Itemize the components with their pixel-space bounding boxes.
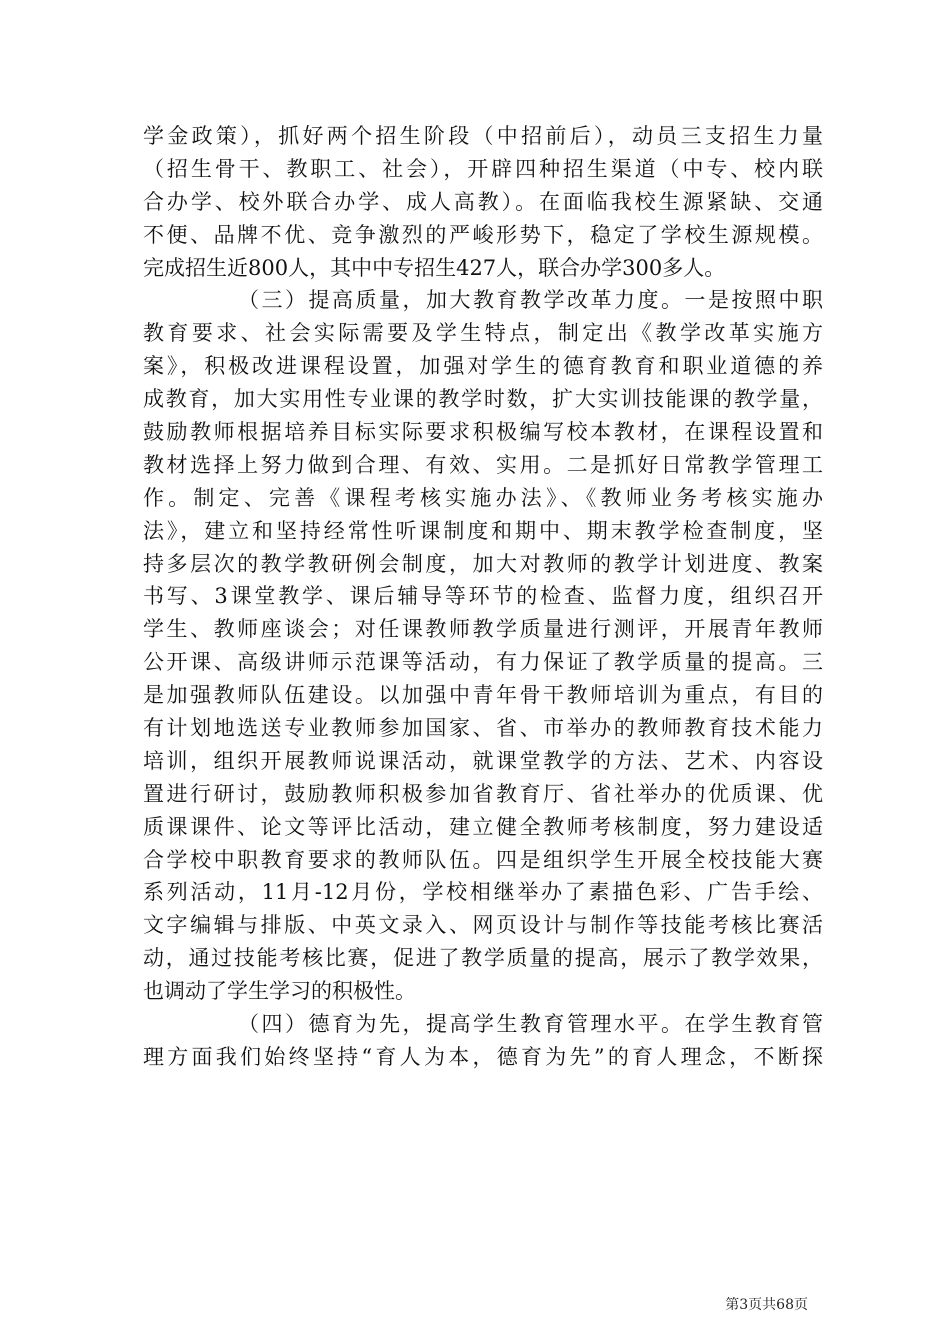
text-line: 学金政策），抓好两个招生阶段（中招前后），动员三支招生力量 xyxy=(143,124,823,148)
text-line: 作。制定、完善《课程考核实施办法》、《教师业务考核实施办 xyxy=(143,485,823,510)
text-line: 持多层次的教学教研例会制度，加大对教师的教学计划进度、教案 xyxy=(143,551,823,576)
text-line: 成教育，加大实用性专业课的教学时数，扩大实训技能课的教学量， xyxy=(143,387,823,412)
text-line: 教育要求、社会实际需要及学生特点，制定出《教学改革实施方 xyxy=(143,321,823,346)
text-line: 教材选择上努力做到合理、有效、实用。二是抓好日常教学管理工 xyxy=(143,452,823,477)
text-line: 也调动了学生学习的积极性。 xyxy=(143,979,416,1004)
text-line: 质课课件、论文等评比活动，建立健全教师考核制度，努力建设适 xyxy=(143,814,823,839)
text-line: 置进行研讨，鼓励教师积极参加省教育厅、省社举办的优质课、优 xyxy=(143,781,823,806)
text-line: 案》，积极改进课程设置，加强对学生的德育教育和职业道德的养 xyxy=(143,354,823,379)
text-line: 学生、教师座谈会；对任课教师教学质量进行测评，开展青年教师 xyxy=(143,617,823,642)
text-line: 公开课、高级讲师示范课等活动，有力保证了教学质量的提高。三 xyxy=(143,650,823,675)
text-line: 鼓励教师根据培养目标实际要求积极编写校本教材，在课程设置和 xyxy=(143,420,823,445)
text-line: 文字编辑与排版、中英文录入、网页设计与制作等技能考核比赛活 xyxy=(143,913,823,938)
text-line: （招生骨干、教职工、社会），开辟四种招生渠道（中专、校内联 xyxy=(143,156,823,181)
text-line: 书写、3课堂教学、课后辅导等环节的检查、监督力度，组织召开 xyxy=(143,584,823,609)
text-line: 培训，组织开展教师说课活动，就课堂教学的方法、艺术、内容设 xyxy=(143,748,823,773)
body-text xyxy=(143,120,823,1074)
text-line: 完成招生近800人，其中中专招生427人，联合办学300多人。 xyxy=(143,255,726,280)
text-line: 理方面我们始终坚持“育人为本，德育为先”的育人理念，不断探 xyxy=(143,1044,823,1069)
text-line: 是加强教师队伍建设。以加强中青年骨干教师培训为重点，有目的 xyxy=(143,683,823,708)
text-line: 合学校中职教育要求的教师队伍。四是组织学生开展全校技能大赛 xyxy=(143,847,823,872)
text-line: 系列活动，11月-12月份，学校相继举办了素描色彩、广告手绘、 xyxy=(143,880,823,905)
text-line: （三）提高质量，加大教育教学改革力度。一是按照中职 xyxy=(238,288,823,313)
page-number-footer: 第3页共68页 xyxy=(725,1297,808,1313)
text-line: 有计划地选送专业教师参加国家、省、市举办的教师教育技术能力 xyxy=(143,716,823,741)
text-line: 动，通过技能考核比赛，促进了教学质量的提高，展示了教学效果， xyxy=(143,946,823,971)
text-line: （四）德育为先，提高学生教育管理水平。在学生教育管 xyxy=(238,1012,823,1037)
text-line: 合办学、校外联合办学、成人高教）。在面临我校生源紧缺、交通 xyxy=(143,189,823,214)
text-line: 法》，建立和坚持经常性听课制度和期中、期末教学检查制度，坚 xyxy=(143,518,823,543)
text-line: 不便、品牌不优、竞争激烈的严峻形势下，稳定了学校生源规模。 xyxy=(143,222,823,247)
